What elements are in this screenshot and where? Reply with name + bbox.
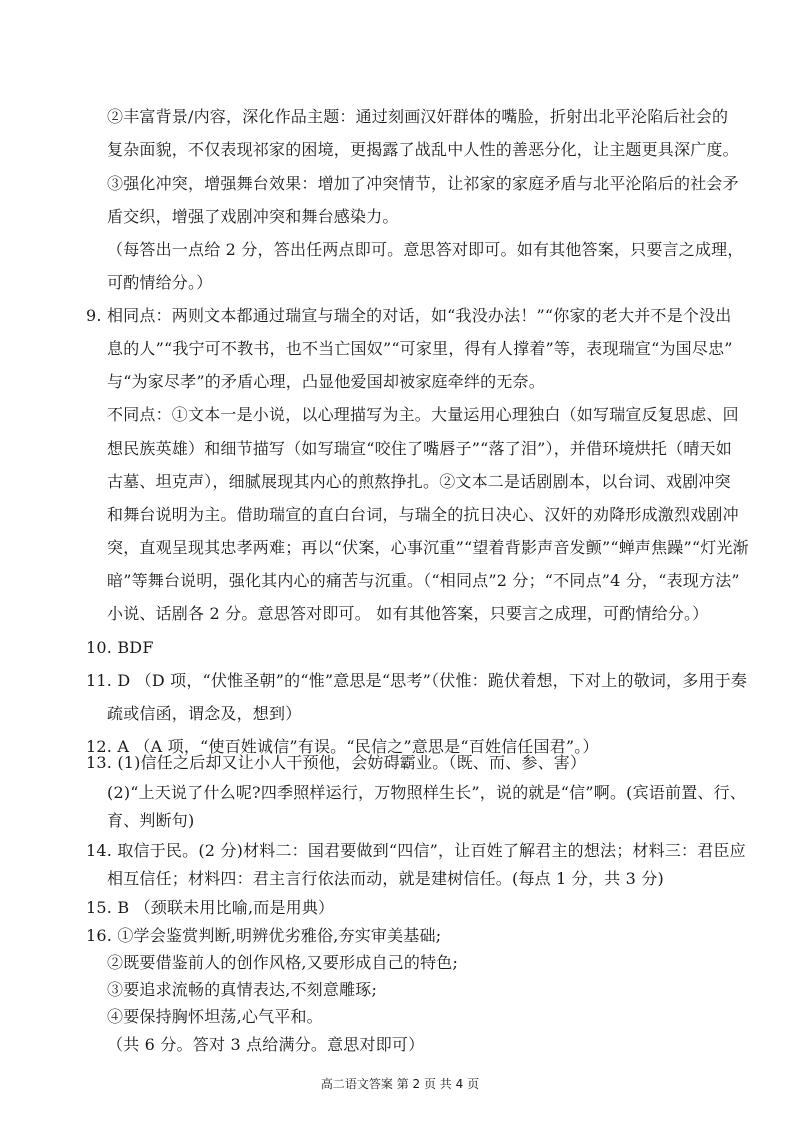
text-line: 可酌情给分。） (107, 273, 213, 292)
text-line: ②既要借鉴前人的创作风格,又要形成自己的特色; (107, 953, 459, 972)
text-line: 不同点：①文本一是小说，以心理描写为主。大量运用心理独白（如写瑞宣反复思虑、回 (107, 405, 739, 424)
text-line: ③强化冲突，增强舞台效果：增加了冲突情节，让祁家的家庭矛盾与北平沦陷后的社会矛 (107, 174, 739, 193)
text-line: 想民族英雄）和细节描写（如写瑞宣“咬住了嘴唇子”“落了泪”），并借环境烘托（晴天如 (107, 439, 732, 458)
text-line: 息的人”“我宁可不教书，也不当亡国奴”“可家里，得有人撑着”等，表现瑞宣“为国尽忠” (107, 339, 733, 358)
text-line: 与“为家尽孝”的矛盾心理，凸显他爱国却被家庭牵绊的无奈。 (107, 372, 545, 391)
text-line: 11. D （D 项，“伏惟圣朝”的“惟”意思是“思考”（伏惟：跪伏着想，下对上的敬词，多用于奏 (86, 671, 748, 690)
text-line: 13. (1)信任之后却又让小人干预他，会妨碍霸业。（既、而、参、害） (86, 753, 587, 772)
text-line: 相互信任；材料四：君主言行依法而动，就是建树信任。(每点 1 分，共 3 分) (107, 869, 664, 888)
text-line: 育、判断句) (107, 811, 195, 830)
text-line: 小说、话剧各 2 分。意思答对即可。 如有其他答案，只要言之成理，可酌情给分。） (107, 604, 709, 623)
text-line: 和舞台说明为主。借助瑞宣的直白台词，与瑞全的抗日决心、汉奸的劝降形成激烈戏剧冲 (107, 505, 739, 524)
text-line: 12. A （A 项，“使百姓诚信”有误。“民信之”意思是“百姓信任国君”。） (86, 737, 599, 756)
text-line: （共 6 分。答对 3 点给满分。意思对即可） (107, 1035, 425, 1054)
text-line: ③要追求流畅的真情表达,不刻意雕琢; (107, 980, 378, 999)
text-line: 15. B （颈联未用比喻,而是用典） (86, 898, 335, 917)
text-line: 古墓、坦克声），细腻展现其内心的煎熬挣扎。②文本二是话剧剧本，以台词、戏剧冲突 (107, 472, 731, 491)
text-line: ④要保持胸怀坦荡,心气平和。 (107, 1007, 323, 1026)
text-line: 10. BDF (86, 638, 154, 657)
text-line: （每答出一点给 2 分，答出任两点即可。意思答对即可。如有其他答案，只要言之成理， (107, 240, 744, 259)
text-line: (2)“上天说了什么呢?四季照样运行，万物照样生长”，说的就是“信”啊。(宾语前置、行、 (107, 783, 747, 802)
text-line: 复杂面貌，不仅表现祁家的困境，更揭露了战乱中人性的善恶分化，让主题更具深广度。 (107, 140, 739, 159)
text-line: 盾交织，增强了戏剧冲突和舞台感染力。 (107, 207, 399, 226)
text-line: 16. ①学会鉴赏判断,明辨优劣雅俗,夯实审美基础; (86, 926, 442, 945)
text-line: ②丰富背景/内容，深化作品主题：通过刻画汉奸群体的嘴脸，折射出北平沦陷后社会的 (107, 107, 729, 126)
text-line: 暗”等舞台说明，强化其内心的痛苦与沉重。（“相同点”2 分；“不同点”4 分，“表现方法” (107, 571, 740, 590)
text-line: 9. 相同点：两则文本都通过瑞宣与瑞全的对话，如“我没办法！”“你家的老大并不是个没出 (86, 306, 732, 325)
text-line: 疏或信函，谓念及，想到） (107, 704, 302, 723)
page-footer: 高二语文答案 第 2 页 共 4 页 (320, 1077, 480, 1091)
text-line: 突，直观呈现其忠孝两难；再以“伏案，心事沉重”“望着背影声音发颤”“蝉声焦躁”“灯光渐 (107, 538, 749, 557)
text-line: 14. 取信于民。(2 分)材料二：国君要做到“四信”，让百姓了解君主的想法；材料三：君臣应 (86, 841, 746, 860)
